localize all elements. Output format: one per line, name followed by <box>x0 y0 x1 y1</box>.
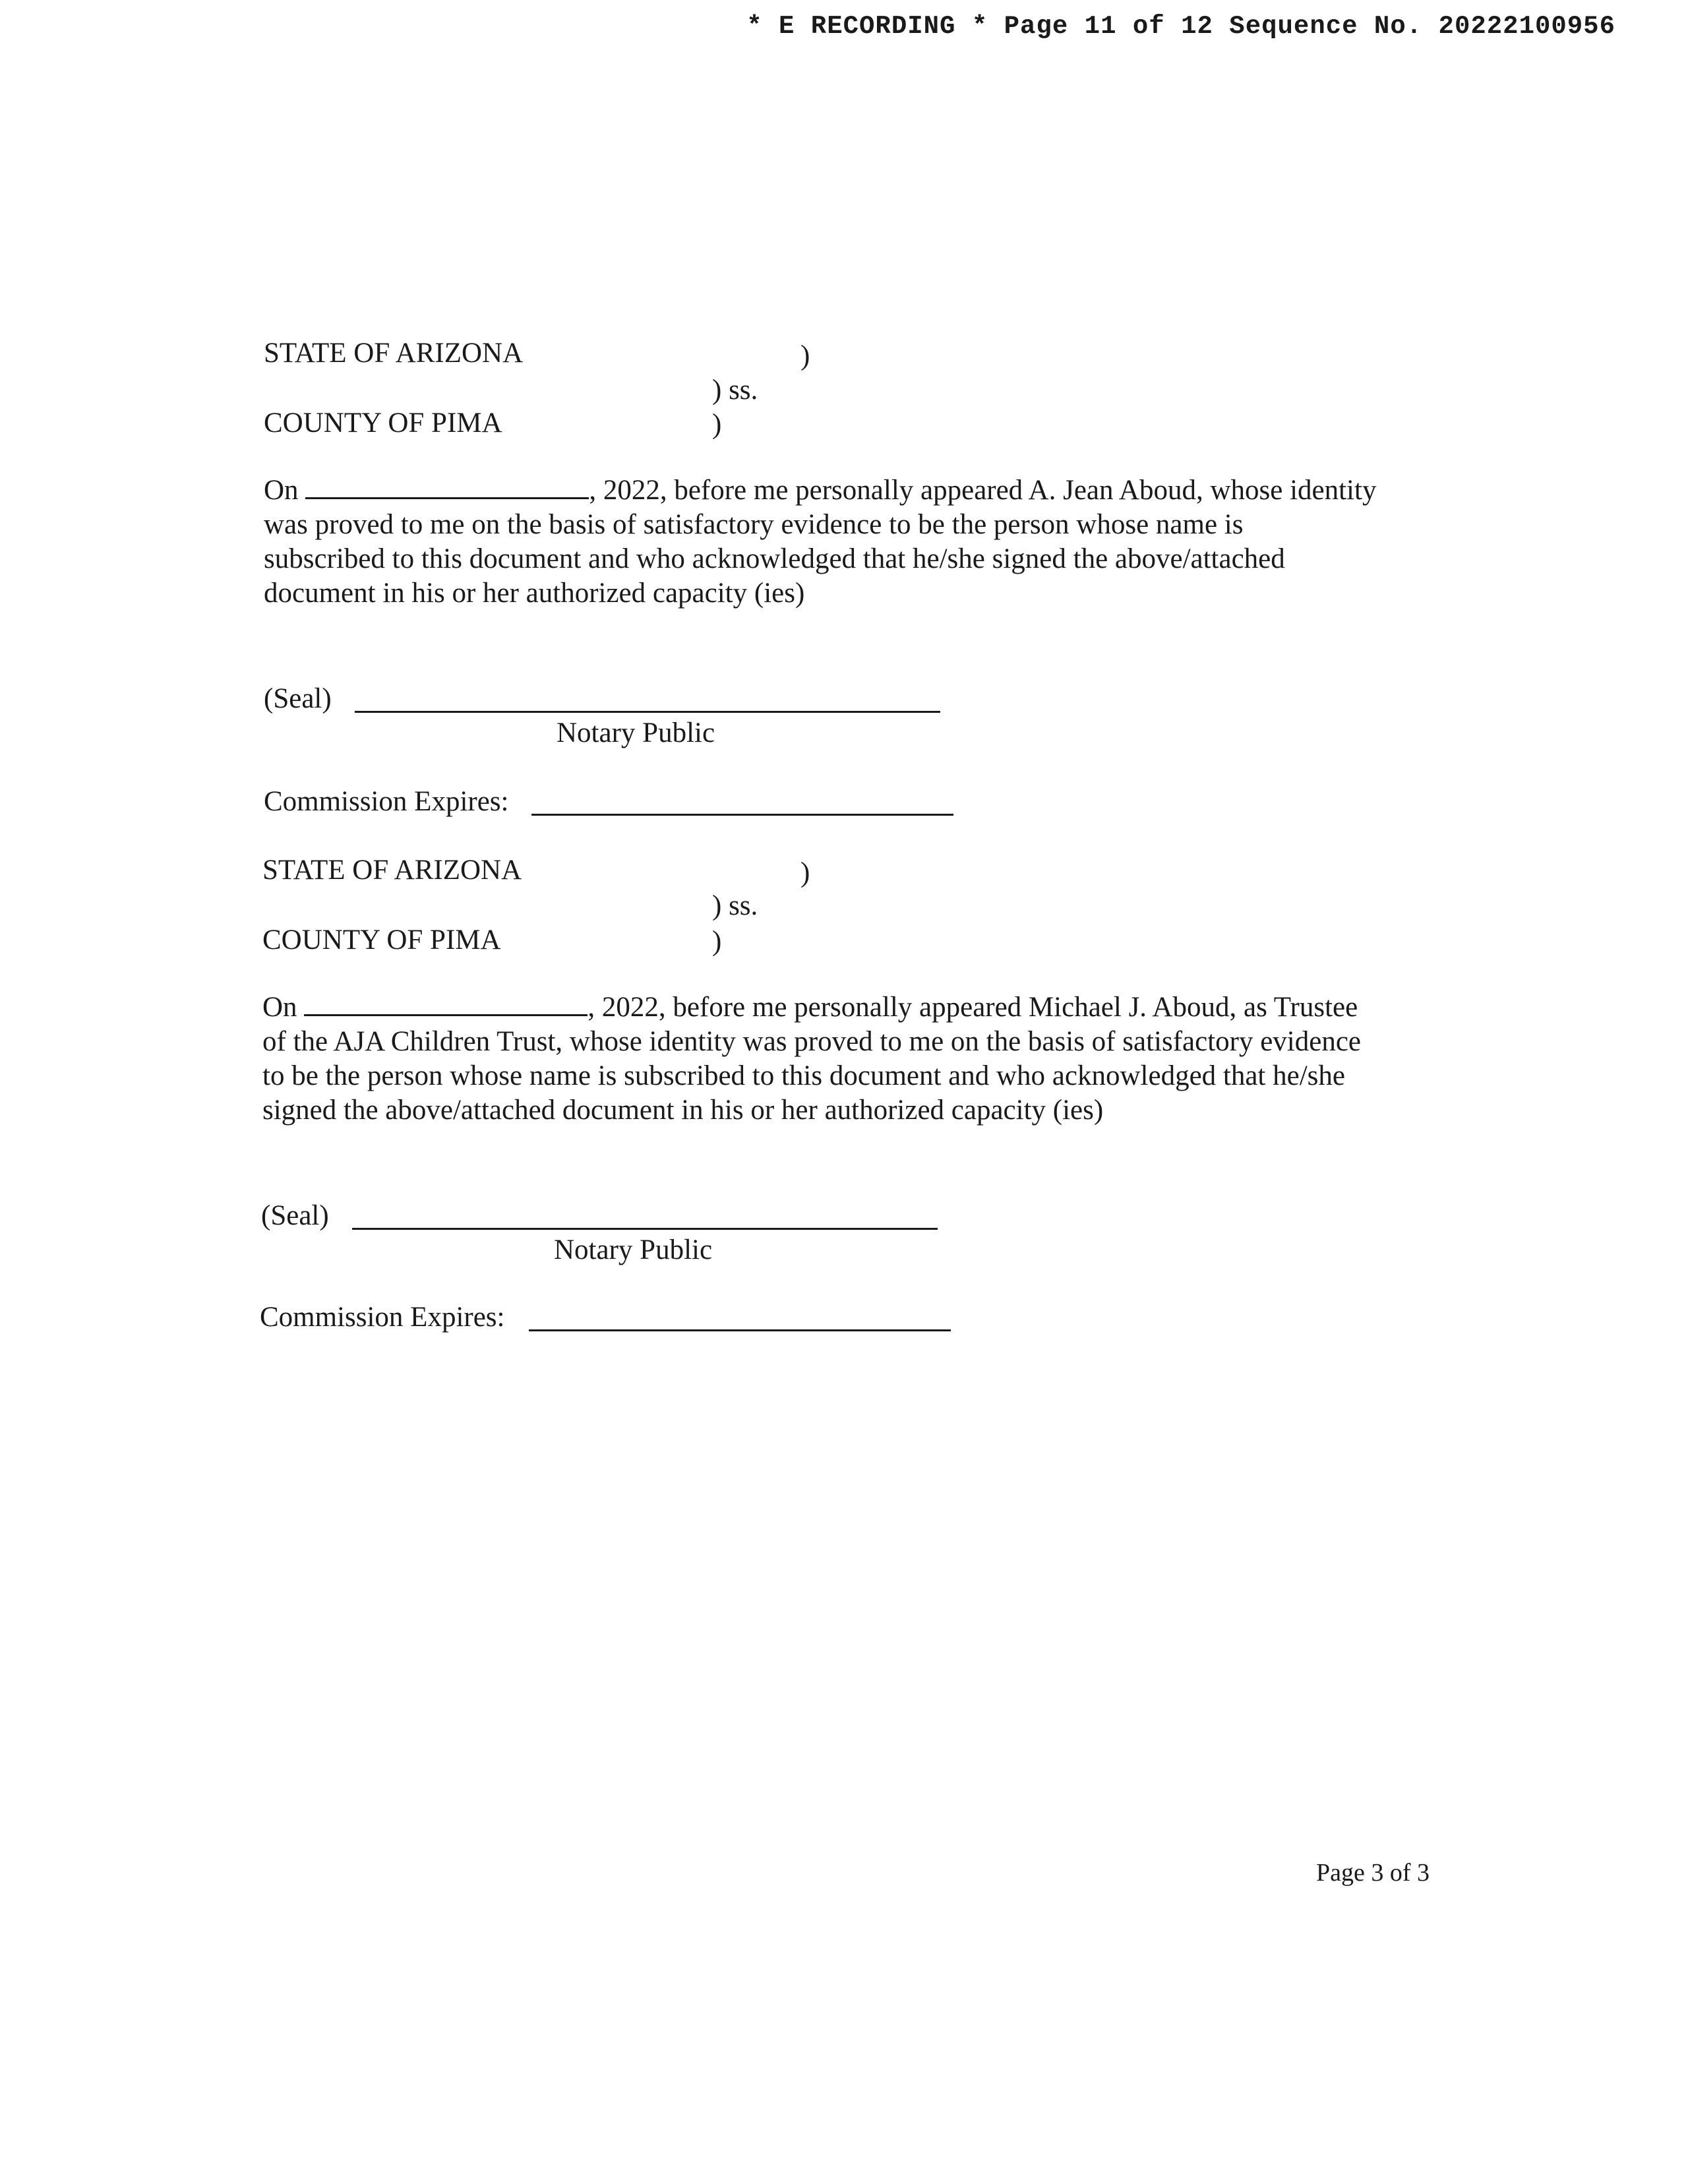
ss-label: ) ss. <box>712 375 758 406</box>
commission-expires-line[interactable] <box>531 814 953 816</box>
state-label: STATE OF ARIZONA <box>262 855 522 886</box>
county-label: COUNTY OF PIMA <box>262 925 501 956</box>
recording-header: * E RECORDING * Page 11 of 12 Sequence No. 20222100956 <box>746 12 1615 41</box>
paren-bottom: ) <box>712 926 722 957</box>
paragraph-line-4: signed the above/attached document in his or her authorized capacity (ies) <box>262 1095 1104 1126</box>
date-blank[interactable] <box>305 475 589 499</box>
paragraph-line-2: was proved to me on the basis of satisfactory evidence to be the person whose name is <box>264 509 1244 540</box>
county-label: COUNTY OF PIMA <box>264 408 502 439</box>
paren-bottom: ) <box>712 409 722 440</box>
acknowledgment-paragraph <box>262 990 1361 1128</box>
notary-signature-line[interactable] <box>352 1228 938 1230</box>
paragraph-line-4: document in his or her authorized capacity (ies) <box>264 578 805 609</box>
line-1-rest: , 2022, before me personally appeared A. Jean Aboud, whose identity <box>589 475 1377 506</box>
date-blank[interactable] <box>304 992 588 1016</box>
state-label: STATE OF ARIZONA <box>264 338 524 369</box>
line-1-rest: , 2022, before me personally appeared Michael J. Aboud, as Trustee <box>588 992 1358 1023</box>
seal-label: (Seal) <box>264 683 332 714</box>
commission-expires-line[interactable] <box>529 1329 951 1331</box>
paragraph-line-2: of the AJA Children Trust, whose identity was proved to me on the basis of satisfactory evidence <box>262 1026 1361 1057</box>
commission-expires-label: Commission Expires: <box>260 1302 505 1333</box>
paragraph-line-3: to be the person whose name is subscribed to this document and who acknowledged that he/she <box>262 1060 1345 1091</box>
page-number: Page 3 of 3 <box>1316 1859 1430 1887</box>
on-word: On <box>262 992 297 1023</box>
paragraph-line-1 <box>264 473 1376 508</box>
acknowledgment-paragraph <box>264 473 1376 611</box>
notary-public-label: Notary Public <box>554 1234 713 1265</box>
paren-top: ) <box>800 857 810 888</box>
paragraph-line-3: subscribed to this document and who acknowledged that he/she signed the above/attached <box>264 543 1285 574</box>
on-word: On <box>264 475 299 506</box>
notary-signature-line[interactable] <box>355 711 940 713</box>
paragraph-line-1 <box>262 990 1361 1025</box>
commission-expires-label: Commission Expires: <box>264 786 509 817</box>
ss-label: ) ss. <box>712 890 758 921</box>
paren-top: ) <box>800 340 810 371</box>
notary-public-label: Notary Public <box>557 717 715 748</box>
seal-label: (Seal) <box>261 1200 329 1231</box>
